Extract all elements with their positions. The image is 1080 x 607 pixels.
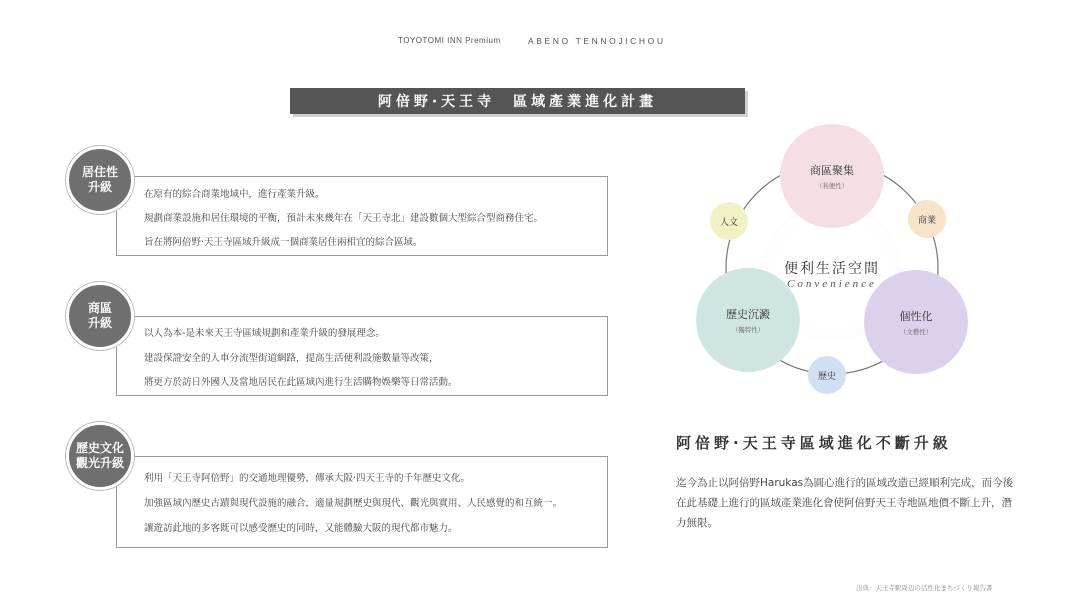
section-text-line: 加強區域內歷史古蹟與現代設施的融合，適量規劃歷史與現代、觀光與實用、人民感覺的和互統一。 bbox=[144, 498, 563, 509]
right-paragraph: 迄今為止以阿倍野Harukas為圓心進行的區域改造已經順利完成，而今後在此基礎上進行的區域產業進化會使阿倍野天王寺地區地價不斷上升，潛力無限。 bbox=[676, 477, 1014, 529]
source-note: 出典：天王寺駅周辺の活性化まちづくり報告書 bbox=[856, 584, 993, 592]
convenience-diagram bbox=[680, 120, 980, 400]
node-name: 商區聚集 bbox=[810, 164, 854, 177]
section-text-line: 將更方於訪日外國人及當地居民在此區域內進行生活購物娛樂等日常活動。 bbox=[144, 377, 458, 388]
section-text-line: 規劃商業設施和居住環境的平衡，預計未來幾年在「天王寺北」建設數個大型綜合型商務住宅。 bbox=[144, 213, 544, 224]
section-badge-line2: 觀光升級 bbox=[75, 456, 124, 470]
node-name: 個性化 bbox=[899, 310, 933, 323]
node-name: 人文 bbox=[719, 217, 738, 228]
node-name: 歷史 bbox=[817, 371, 836, 382]
section-badge-2 bbox=[66, 282, 134, 350]
section-text-line: 利用「天王寺阿倍野」的交通地理優勢，傳承大阪·四天王寺的千年歷史文化。 bbox=[144, 473, 471, 484]
section-badge-line2: 升級 bbox=[87, 316, 112, 330]
node-name: 商業 bbox=[917, 215, 936, 226]
node-sub: （獨特性） bbox=[731, 326, 765, 334]
section-text-line: 讓遊訪此地的多客既可以感受歷史的同時，又能體驗大阪的現代都市魅力。 bbox=[144, 523, 458, 534]
section-badge-3 bbox=[66, 422, 134, 490]
node-name: 歷史沉澱 bbox=[726, 308, 770, 321]
section-text-line: 建設保證安全的人車分流型街道網路，提高生活便利設施數量等改策， bbox=[144, 353, 439, 364]
location-name: ABENO TENNOJICHOU bbox=[528, 36, 666, 46]
header bbox=[0, 36, 1080, 50]
section-text-line: 在原有的綜合商業地域中，進行產業升級。 bbox=[144, 189, 325, 200]
center-label-en: Convenience bbox=[787, 278, 877, 290]
section-text-line: 以人為本-是未來天王寺區域規劃和產業升級的發展理念。 bbox=[144, 328, 385, 339]
page-title: 阿倍野·天王寺 區域產業進化計畫 bbox=[290, 88, 745, 114]
center-label-zh: 便利生活空間 bbox=[784, 261, 880, 277]
section-badge-line2: 升級 bbox=[87, 180, 112, 194]
section-badge-line1: 商區 bbox=[87, 301, 112, 315]
right-heading: 阿倍野·天王寺區域進化不斷升級 bbox=[676, 434, 952, 452]
section-text-line: 旨在將阿倍野·天王寺區域升級成一個商業居住兩相宜的綜合區域。 bbox=[144, 237, 423, 248]
center-label bbox=[772, 258, 892, 290]
brand-name: TOYOTOMI INN Premium bbox=[398, 36, 501, 45]
node-sub: （利便性） bbox=[815, 182, 849, 190]
node-humanities bbox=[710, 202, 748, 240]
node-sub: （文藝性） bbox=[899, 328, 933, 336]
section-badge-1 bbox=[66, 146, 134, 214]
node-history-small bbox=[808, 356, 846, 394]
node-commerce bbox=[908, 200, 946, 238]
node-business-cluster bbox=[780, 124, 884, 228]
section-badge-line1: 居住性 bbox=[81, 165, 118, 179]
section-badge-line1: 歷史文化 bbox=[75, 441, 124, 455]
